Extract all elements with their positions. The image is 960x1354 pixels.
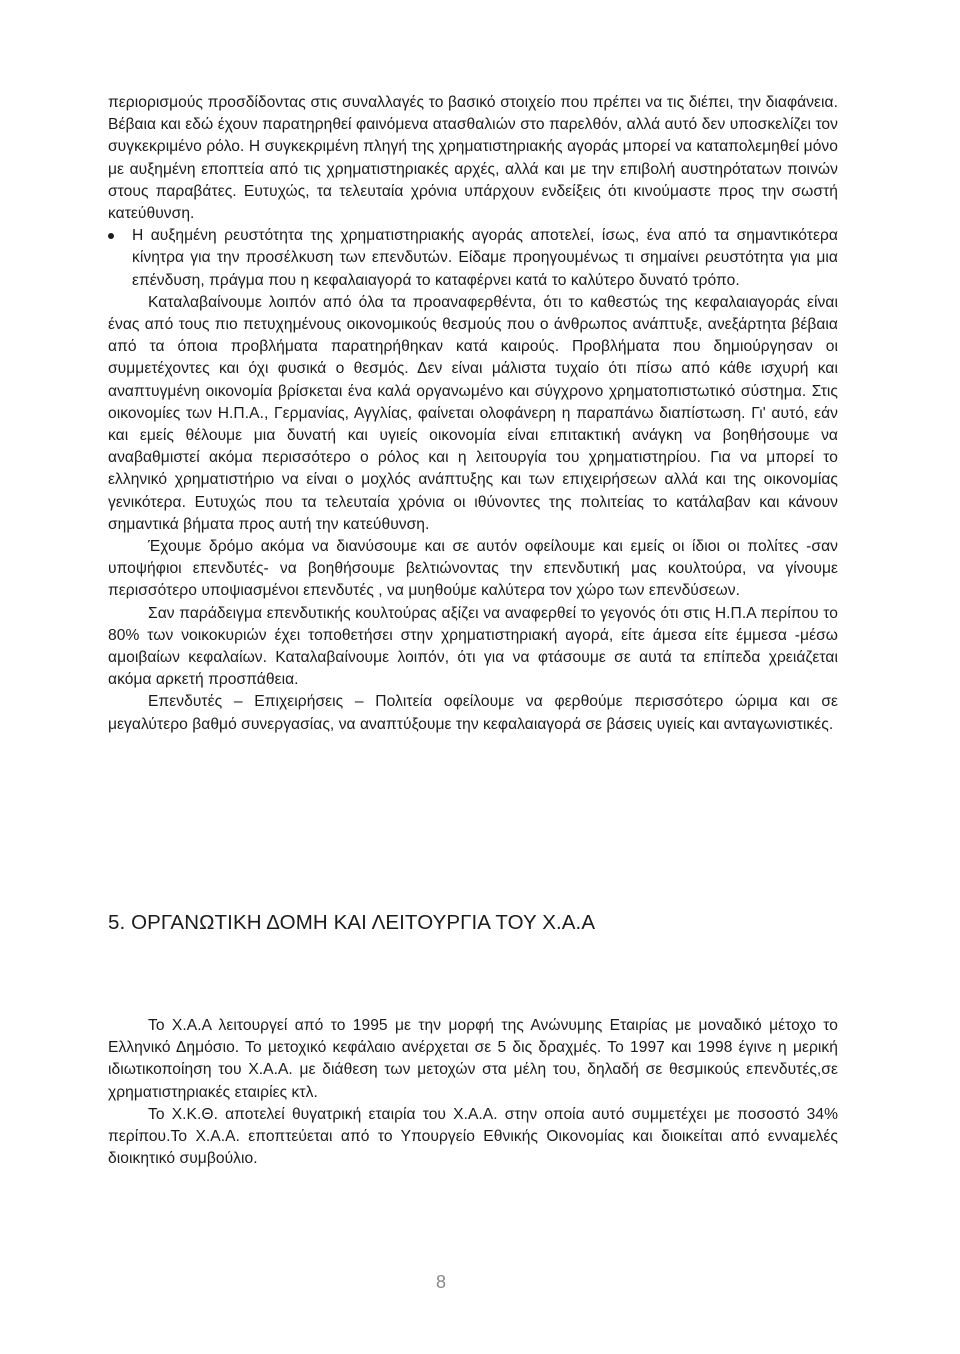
paragraph-investment-culture: Έχουμε δρόμο ακόμα να διανύσουμε και σε αυτόν οφείλουμε και εμείς οι ίδιοι οι πολίτες -σαν υποψήφιοι επενδυτές- να βοηθήσουμε βελτιώνοντας την επενδυτική μας κουλτούρα, να γίνουμε περισσότερο υποψιασμένοι επενδυτές , να μυηθούμε καλύτερα τον χώρο των επενδύσεων. bbox=[108, 538, 838, 600]
page-number: 8 bbox=[436, 1272, 447, 1292]
section-body bbox=[108, 1015, 838, 1170]
section-heading: 5. ΟΡΓΑΝΩΤΙΚΗ ΔΟΜΗ ΚΑΙ ΛΕΙΤΟΥΡΓΙΑ ΤΟΥ Χ.Α.Α bbox=[108, 911, 596, 934]
paragraph-example-usa: Σαν παράδειγμα επενδυτικής κουλτούρας αξίζει να αναφερθεί το γεγονός ότι στις Η.Π.Α περίπου το 80% των νοικοκυριών έχει τοποθετήσει στην χρηματιστηριακή αγορά, είτε άμεσα είτε έμμεσα -μέσω αμοιβαίων κεφαλαίων. Καταλαβαίνουμε λοιπόν, ότι για να φτάσουμε σε αυτά τα επίπεδα χρειάζεται ακόμα αρκετή προσπάθεια. bbox=[108, 604, 838, 689]
body-text bbox=[108, 92, 838, 736]
paragraph-capital-market: Καταλαβαίνουμε λοιπόν από όλα τα προαναφερθέντα, ότι το καθεστώς της κεφαλαιαγοράς είναι ένας από τους πιο πετυχημένους οικονομικούς θεσμούς που ο άνθρωπος ανάπτυξε, ανεξάρτητα βέβαια από τα όποια προβλήματα παρατηρήθηκαν κατά καιρούς. Προβλήματα που δημιούργησαν οι συμμετέχοντες και όχι φυσικά ο θεσμός. Δεν είναι μάλιστα τυχαίο ότι πίσω από κάθε ισχυρή και αναπτυγμένη οικονομία βρίσκεται ένα καλά οργανωμένο και σύγχρονο χρηματοπιστωτικό σύστημα. Στις οικονομίες των Η.Π.Α., Γερμανίας, Αγγλίας, φαίνεται ολοφάνερη η παραπάνω διαπίστωση. Γι' αυτό, εάν και εμείς θέλουμε μια δυνατή και υγιείς οικονομία είναι επιτακτική ανάγκη να βοηθήσουμε να αναβαθμιστεί ακόμα περισσότερο ο ρόλος και η λειτουργία του χρηματιστηρίου. Για να μπορεί το ελληνικό χρηματιστήριο να είναι ο μοχλός ανάπτυξης και των επιχειρήσεων αλλά και της οικονομίας γενικότερα. Ευτυχώς που τα τελευταία χρόνια οι ιθύνοντες της πολιτείας το κατάλαβαν και κάνουν σημαντικά βήματα προς αυτή την κατεύθυνση. bbox=[108, 293, 838, 533]
bullet-liquidity bbox=[108, 225, 838, 292]
paragraph-cooperation: Επενδυτές – Επιχειρήσεις – Πολιτεία οφείλουμε να φερθούμε περισσότερο ώριμα και σε μεγαλύτερο βαθμό συνεργασίας, να αναπτύξουμε την κεφαλαιαγορά σε βάσεις υγιείς και ανταγωνιστικές. bbox=[108, 693, 838, 733]
paragraph-intro: περιορισμούς προσδίδοντας στις συναλλαγές το βασικό στοιχείο που πρέπει να τις διέπει, την διαφάνεια. Βέβαια και εδώ έχουν παρατηρηθεί φαινόμενα ατασθαλιών στο παρελθόν, αλλά αυτό δεν υποσκελίζει τον συγκεκριμένο ρόλο. Η συγκεκριμένη πληγή της χρηματιστηριακής αγοράς μπορεί να καταπολεμηθεί μόνο με αυξημένη εποπτεία από τις χρηματιστηριακές αρχές, αλλά και με την επιβολή αυστηρότατων ποινών στους παραβάτες. Ευτυχώς, τα τελευταία χρόνια υπάρχουν ενδείξεις ότι κινούμαστε προς την σωστή κατεύθυνση. bbox=[108, 94, 838, 223]
paragraph-subsidiary: Το Χ.Κ.Θ. αποτελεί θυγατρική εταιρία του Χ.Α.Α. στην οποία αυτό συμμετέχει με ποσοστό 34% περίπου.Το Χ.Α.Α. εποπτεύεται από το Υπουργείο Εθνικής Οικονομίας και διοικείται από ενναμελές διοικητικό συμβούλιο. bbox=[108, 1105, 838, 1168]
bullet-icon bbox=[108, 233, 114, 239]
paragraph-organization: Το Χ.Α.Α λειτουργεί από το 1995 με την μορφή της Ανώνυμης Εταιρίας με μοναδικό μέτοχο το Ελληνικό Δημόσιο. Το μετοχικό κεφάλαιο ανέρχεται σε 5 δις δραχμές. Το 1997 και 1998 έγινε η μερική ιδιωτικοποίηση του Χ.Α.Α. με διάθεση των μετοχών στα μέλη του, δηλαδή σε θεσμικούς επενδυτές,σε χρηματιστηριακές εταιρίες κτλ. bbox=[108, 1017, 838, 1101]
bullet-text: Η αυξημένη ρευστότητα της χρηματιστηριακής αγοράς αποτελεί, ίσως, ένα από τα σημαντικότερα κίνητρα για την προσέλκυση των επενδυτών. Είδαμε προηγουμένως τι σημαίνει ρευστότητα για μια επένδυση, πράγμα που η κεφαλαιαγορά το καταφέρνει κατά το καλύτερο δυνατό τρόπο. bbox=[132, 227, 838, 289]
